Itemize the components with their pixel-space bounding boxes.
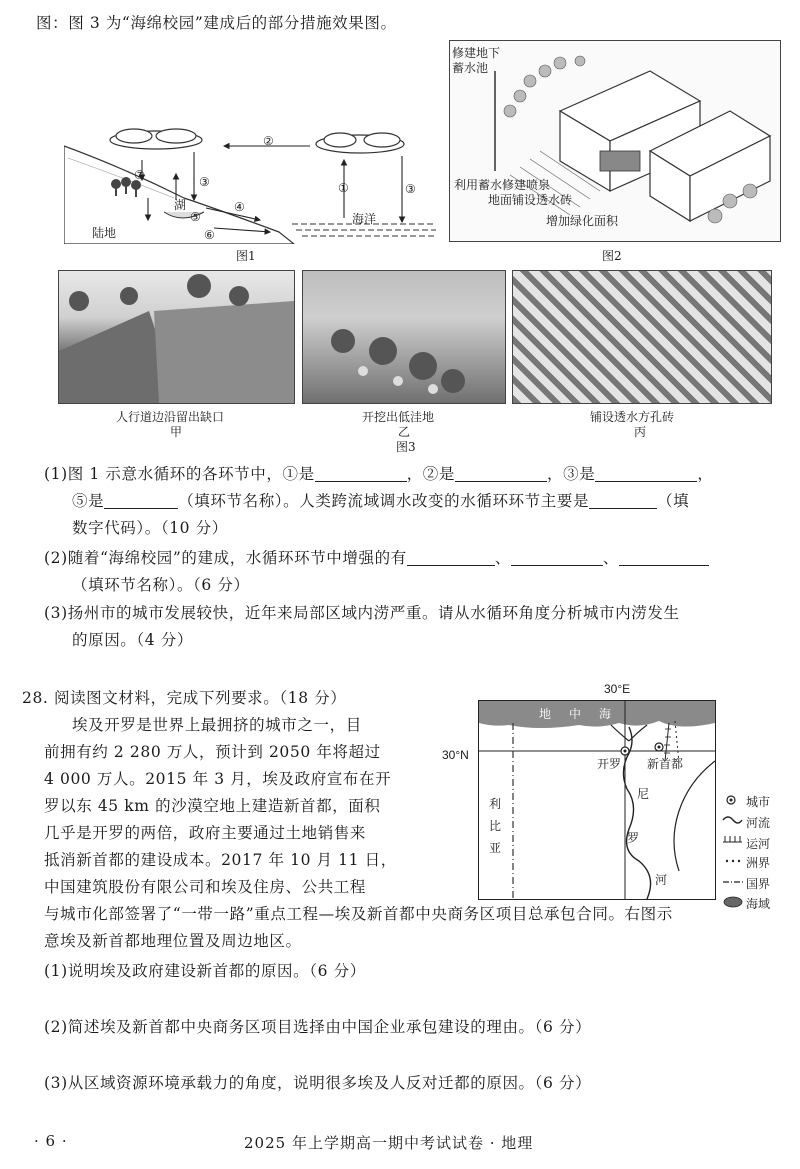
answer-blank-2[interactable] bbox=[455, 463, 547, 482]
photo3-tag: 丙 bbox=[634, 425, 647, 439]
photo1-tag: 甲 bbox=[170, 425, 183, 439]
q28-para-line7: 中国建筑股份有限公司和埃及住房、公共工程 bbox=[44, 878, 367, 896]
q28-question-1: (1)说明埃及政府建设新首都的原因。（6 分） bbox=[44, 962, 366, 980]
map-latitude-label: 30°N bbox=[442, 748, 469, 762]
legend-canal: 运河 bbox=[746, 837, 771, 851]
photo2-tag: 乙 bbox=[398, 425, 411, 439]
fig2-label-underground-1: 修建地下 bbox=[452, 46, 501, 60]
q28-para-line6: 抵消新首都的建设成本。2017 年 10 月 11 日， bbox=[44, 851, 397, 869]
photo-sidewalk-drawing bbox=[59, 271, 294, 403]
answer-blank-1[interactable] bbox=[315, 463, 407, 482]
continent-boundary-icon bbox=[726, 860, 740, 862]
fig1-caption: 图1 bbox=[236, 249, 256, 263]
fig1-label-lake: 湖 bbox=[174, 198, 187, 212]
photo2-desc: 开挖出低洼地 bbox=[362, 410, 435, 424]
q28-para-line5: 几乎是开罗的两倍，政府主要通过土地销售来 bbox=[44, 824, 367, 842]
photo-depression bbox=[302, 270, 506, 404]
fig2-caption: 图2 bbox=[602, 249, 622, 263]
answer-blank-enhanced-2[interactable] bbox=[511, 547, 603, 566]
q27-2-line1: (2)随着“海绵校园”的建成，水循环环节中增强的有 、 、 bbox=[44, 545, 709, 572]
q27-1-line3: 数字代码）。（10 分） bbox=[72, 519, 228, 537]
exam-title-footer: 2025 年上学期高一期中考试试卷 · 地理 bbox=[244, 1134, 534, 1152]
figure-2-drawing bbox=[450, 41, 780, 241]
legend-river: 河流 bbox=[746, 816, 771, 830]
legend-continent-boundary: 洲界 bbox=[746, 856, 771, 870]
fig1-label-7: ⑦ bbox=[134, 168, 145, 182]
fig1-label-1: ① bbox=[338, 181, 349, 195]
q28-question-3: (3)从区域资源环境承载力的角度，说明很多埃及人反对迁都的原因。（6 分） bbox=[44, 1074, 592, 1092]
answer-blank-5[interactable] bbox=[104, 490, 178, 509]
fig1-label-3a: ③ bbox=[199, 175, 210, 189]
q27-3-line2: 的原因。（4 分） bbox=[72, 631, 193, 649]
q28-question-2: (2)简述埃及新首都中央商务区项目选择由中国企业承包建设的理由。（6 分） bbox=[44, 1018, 592, 1036]
map-longitude-label: 30°E bbox=[604, 682, 631, 696]
city-icon bbox=[727, 796, 735, 804]
answer-blank-enhanced-3[interactable] bbox=[619, 547, 709, 566]
answer-blank-enhanced-1[interactable] bbox=[407, 547, 495, 566]
egypt-map-drawing bbox=[479, 701, 715, 899]
map-label-libya: 利 比 亚 bbox=[489, 797, 502, 855]
page-number: · 6 · bbox=[34, 1132, 68, 1150]
figure-2-campus-sketch bbox=[449, 40, 781, 242]
fig2-label-fountain: 利用蓄水修建喷泉 bbox=[454, 178, 551, 192]
q28-para-line2: 前拥有约 2 280 万人，预计到 2050 年将超过 bbox=[44, 743, 381, 761]
fig1-label-6: ⑥ bbox=[204, 228, 215, 242]
q28-para-line1: 埃及开罗是世界上最拥挤的城市之一，目 bbox=[72, 716, 362, 734]
photo-depression-drawing bbox=[303, 271, 505, 403]
fig2-label-greening: 增加绿化面积 bbox=[546, 214, 619, 228]
q28-para-line3: 4 000 万人。2015 年 3 月，埃及政府宣布在开 bbox=[44, 770, 392, 788]
fig1-label-ocean: 海洋 bbox=[352, 212, 377, 226]
legend-sea-area: 海域 bbox=[746, 897, 771, 911]
photo3-desc: 铺设透水方孔砖 bbox=[590, 410, 675, 424]
map-label-nile-3: 河 bbox=[655, 873, 668, 887]
intro-line: 图：图 3 为“海绵校园”建成后的部分措施效果图。 bbox=[36, 14, 397, 32]
canal-icon bbox=[723, 836, 742, 842]
sea-area-icon bbox=[724, 897, 742, 907]
fig1-label-4: ④ bbox=[234, 200, 245, 214]
fig2-label-underground-2: 蓄水池 bbox=[452, 61, 489, 75]
map-label-new-capital: 新首都 bbox=[647, 757, 684, 771]
q27-2-line2: （填环节名称）。（6 分） bbox=[72, 576, 250, 594]
q28-para-line8: 与城市化部签署了“一带一路”重点工程—埃及新首都中央商务区项目总承包合同。右图示 bbox=[44, 905, 673, 923]
q27-1-line2: ⑤是 （填环节名称）。人类跨流域调水改变的水循环环节主要是 （填 bbox=[72, 492, 690, 510]
q27-3-line1: (3)扬州市的城市发展较快，近年来局部区域内涝严重。请从水循环角度分析城市内涝发生 bbox=[44, 604, 680, 622]
map-label-mediterranean: 地中海 bbox=[539, 707, 630, 721]
fig2-label-permeable-brick: 地面铺设透水砖 bbox=[488, 193, 573, 207]
legend-city: 城市 bbox=[746, 795, 771, 809]
map-label-cairo: 开罗 bbox=[597, 757, 622, 771]
photo-sidewalk-gap bbox=[58, 270, 295, 404]
q28-heading: 28. 阅读图文材料，完成下列要求。（18 分） bbox=[22, 689, 347, 707]
fig3-caption: 图3 bbox=[396, 440, 416, 454]
fig1-label-land: 陆地 bbox=[92, 226, 117, 240]
legend-national-border: 国界 bbox=[746, 877, 771, 891]
map-label-nile-2: 罗 bbox=[627, 831, 640, 845]
photo-permeable-grid-brick bbox=[512, 270, 772, 404]
fig1-label-5: ⑤ bbox=[190, 210, 201, 224]
fig1-label-2: ② bbox=[263, 134, 274, 148]
q28-para-line4: 罗以东 45 km 的沙漠空地上建造新首都，面积 bbox=[44, 797, 381, 815]
fig1-label-3b: ③ bbox=[405, 182, 416, 196]
river-icon bbox=[723, 817, 742, 823]
q28-para-line9: 意埃及新首都地理位置及周边地区。 bbox=[44, 932, 302, 950]
figure-1-water-cycle bbox=[64, 128, 440, 244]
map-label-nile-1: 尼 bbox=[637, 787, 650, 801]
answer-blank-3[interactable] bbox=[595, 463, 697, 482]
legend-icons bbox=[722, 790, 744, 910]
egypt-map bbox=[478, 700, 716, 900]
q27-1-line1: (1)图 1 示意水循环的各环节中，①是 ，②是 ，③是 ， bbox=[44, 465, 714, 483]
answer-blank-code[interactable] bbox=[589, 490, 657, 509]
photo1-desc: 人行道边沿留出缺口 bbox=[116, 410, 225, 424]
